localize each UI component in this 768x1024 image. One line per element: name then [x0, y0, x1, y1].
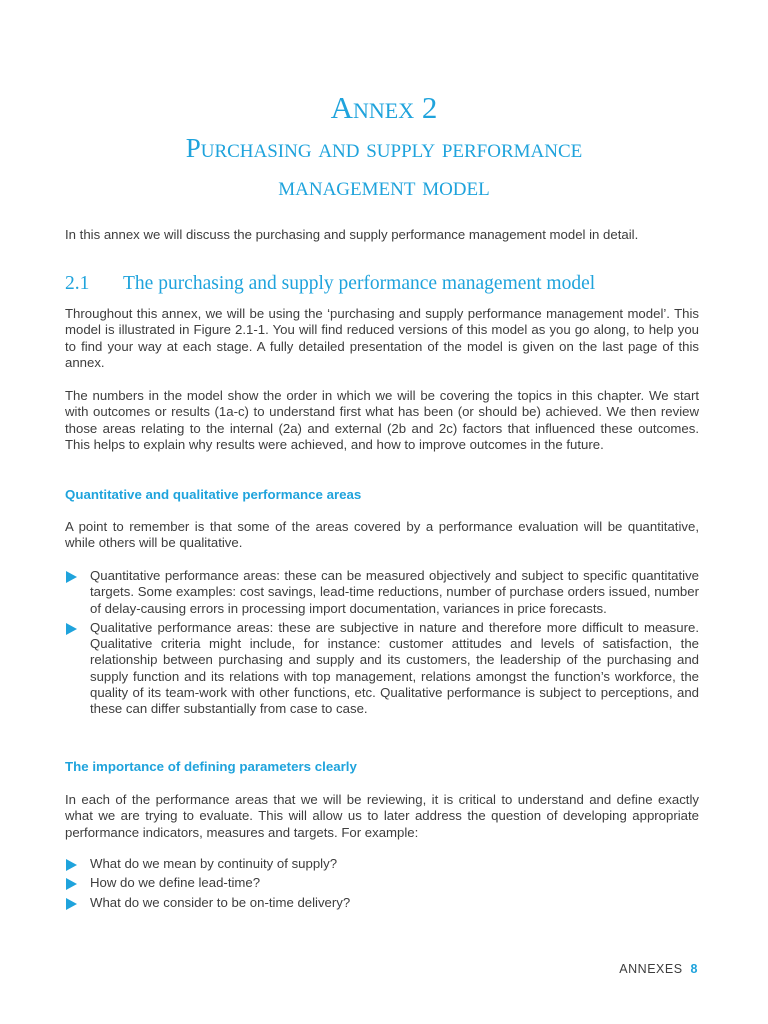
list-item — [65, 856, 699, 872]
list-item-text: What do we mean by continuity of supply? — [90, 856, 338, 871]
paragraph-model-overview: Throughout this annex, we will be using the ‘purchasing and supply performance management model’. This model is illustrated in Figure 2.1-1. You will find reduced versions of this model as you go along, to help you to find your way at each stage. A fully detailed presentation of the model is given on the last page of this annex. — [65, 306, 699, 370]
paragraph-defining-parameters: In each of the performance areas that we will be reviewing, it is critical to understand and define exactly what we are trying to evaluate. This will allow us to later address the question of developing appropriate performance indicators, measures and targets. For example: — [65, 792, 699, 840]
list-item-text: What do we consider to be on-time delivery? — [90, 894, 351, 910]
bullet-arrow-icon — [66, 878, 77, 890]
annex-title: Annex 2 — [330, 90, 438, 125]
annex-subtitle-line1: Purchasing and supply performance — [185, 133, 583, 163]
list-item-text: Qualitative performance areas: these are subjective in nature and therefore more difficult to measure. Qualitative criteria might include, for instance: customer attitudes and levels of satisfaction, the relationship between purchasing and supply and its customers, the leadership of the purchasing and supply function and its relations with top management, relations amongst the function’s workforce, the quality of its team-work with other functions, etc. Qualitative performance is subject to perceptions, and these can differ substantially from case to case. — [90, 619, 699, 717]
performance-area-list — [65, 568, 699, 718]
paragraph-quantitative-qualitative: A point to remember is that some of the areas covered by a performance evaluation will be quantitative, while others will be qualitative. — [65, 519, 699, 551]
subheading-defining-parameters: The importance of defining parameters clearly — [65, 759, 357, 774]
paragraph-model-order: The numbers in the model show the order in which we will be covering the topics in this chapter. We start with outcomes or results (1a-c) to understand first what has been (or should be) achieved. We then review those areas relating to the internal (2a) and external (2b and 2c) factors that influenced these outcomes. This helps to explain why results were achieved, and how to improve outcomes in the future. — [65, 388, 699, 452]
section-number: 2.1 — [65, 273, 90, 294]
list-item — [65, 620, 699, 718]
list-item — [65, 895, 699, 911]
page-footer — [619, 962, 698, 976]
bullet-arrow-icon — [66, 623, 77, 635]
bullet-arrow-icon — [66, 571, 77, 583]
section-heading — [65, 271, 725, 297]
list-item — [65, 568, 699, 617]
list-item-text: How do we define lead-time? — [90, 875, 261, 891]
section-title: The purchasing and supply performance management model — [123, 273, 596, 294]
intro-paragraph: In this annex we will discuss the purchasing and supply performance management model in detail. — [65, 227, 639, 242]
subheading-performance-areas: Quantitative and qualitative performance areas — [65, 487, 362, 502]
list-item-text: Quantitative performance areas: these can be measured objectively and subject to specific quantitative targets. Some examples: cost savings, lead-time reductions, number of purchase orders issued, number of delay-causing errors in processing import documentation, variances in price forecasts. — [90, 568, 699, 616]
question-list — [65, 856, 699, 911]
footer-label: ANNEXES — [619, 962, 683, 976]
bullet-arrow-icon — [66, 859, 77, 871]
bullet-arrow-icon — [66, 898, 77, 910]
page-number: 8 — [690, 962, 698, 976]
annex-subtitle-line2: management model — [278, 171, 490, 201]
list-item — [65, 875, 699, 891]
